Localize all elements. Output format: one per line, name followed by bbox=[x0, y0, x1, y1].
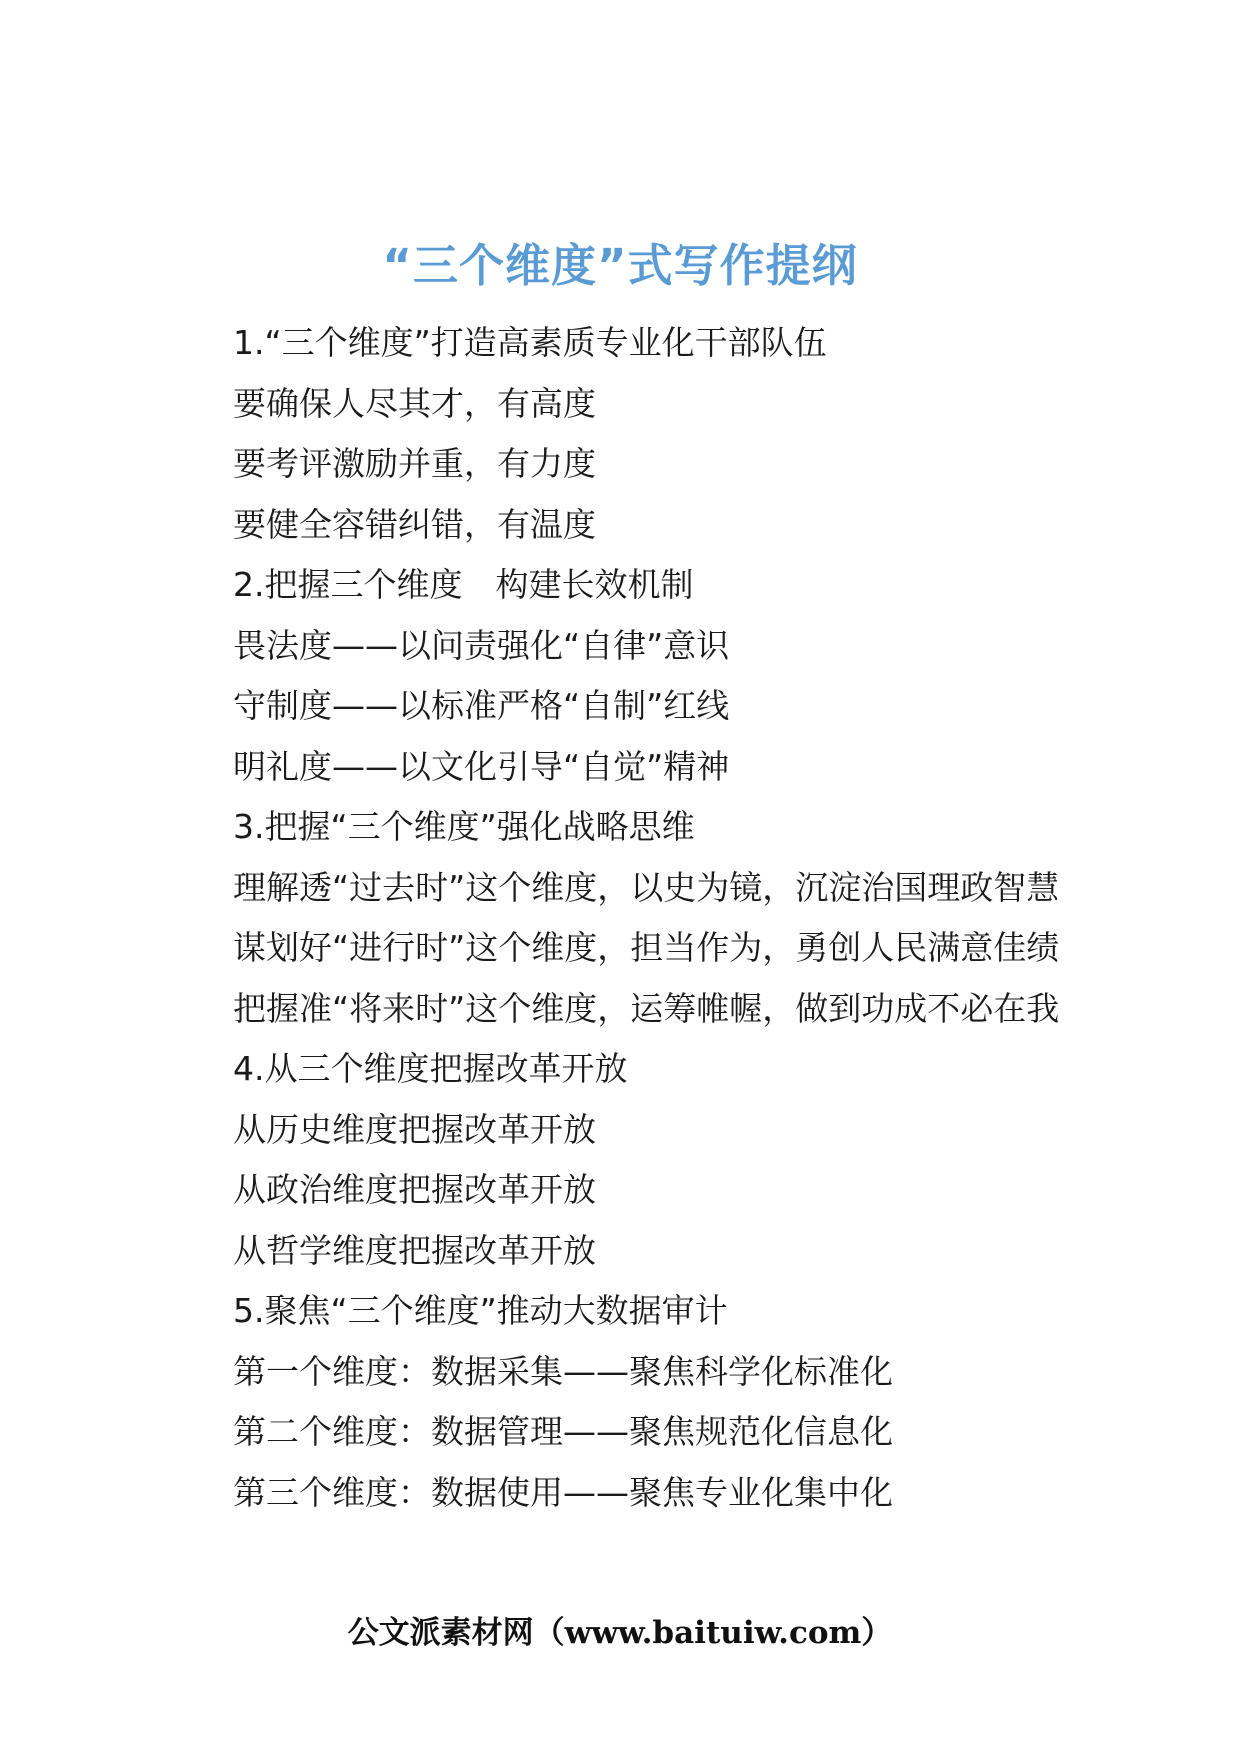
outline-item: 从政治维度把握改革开放 bbox=[233, 1170, 596, 1209]
outline-item: 理解透“过去时”这个维度，以史为镜，沉淀治国理政智慧 bbox=[233, 867, 1060, 907]
footer-source: 公文派素材网（www.baituiw.com） bbox=[347, 1615, 893, 1651]
outline-item: 第三个维度：数据使用——聚焦专业化集中化 bbox=[233, 1472, 893, 1512]
outline-heading-3: 3.把握“三个维度”强化战略思维 bbox=[233, 807, 695, 846]
outline-heading-2: 2.把握三个维度 构建长效机制 bbox=[233, 565, 694, 604]
outline-list bbox=[233, 313, 1183, 1523]
outline-item: 第一个维度：数据采集——聚焦科学化标准化 bbox=[233, 1351, 893, 1391]
outline-item: 第二个维度：数据管理——聚焦规范化信息化 bbox=[233, 1412, 893, 1451]
outline-item: 从历史维度把握改革开放 bbox=[233, 1109, 596, 1149]
outline-item: 要确保人尽其才，有高度 bbox=[233, 383, 596, 423]
outline-item: 要健全容错纠错，有温度 bbox=[233, 504, 596, 544]
outline-item: 明礼度——以文化引导“自觉”精神 bbox=[233, 746, 730, 786]
outline-item: 把握准“将来时”这个维度，运筹帷幄，做到功成不必在我 bbox=[233, 988, 1060, 1028]
outline-item: 要考评激励并重，有力度 bbox=[233, 444, 596, 483]
outline-item: 谋划好“进行时”这个维度，担当作为，勇创人民满意佳绩 bbox=[233, 928, 1060, 967]
outline-item: 守制度——以标准严格“自制”红线 bbox=[233, 686, 730, 725]
outline-item: 畏法度——以问责强化“自律”意识 bbox=[233, 625, 730, 665]
outline-heading-4: 4.从三个维度把握改革开放 bbox=[233, 1049, 628, 1088]
outline-heading-1: 1.“三个维度”打造高素质专业化干部队伍 bbox=[233, 323, 827, 362]
outline-item: 从哲学维度把握改革开放 bbox=[233, 1230, 596, 1270]
page-title: “三个维度”式写作提纲 bbox=[382, 239, 858, 292]
outline-heading-5: 5.聚焦“三个维度”推动大数据审计 bbox=[233, 1291, 728, 1330]
